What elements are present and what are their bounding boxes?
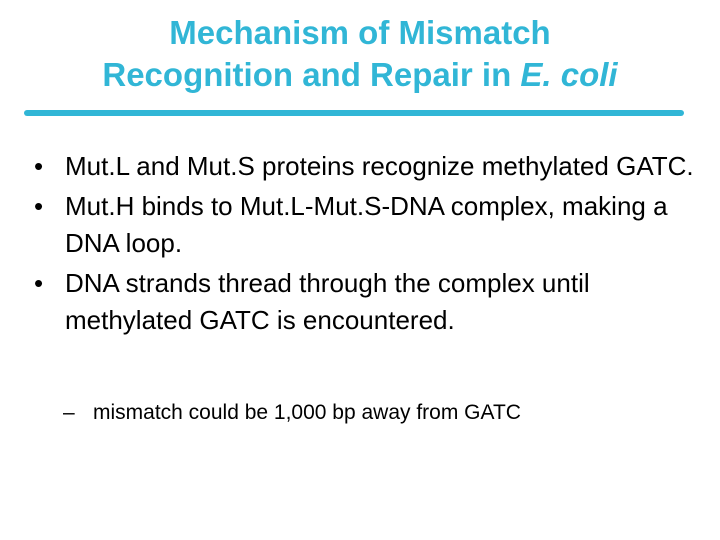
bullet-text: Mut.L and Mut.S proteins recognize methylated GATC. [65,151,694,181]
title-organism: E. coli [520,56,618,93]
title-line-1: Mechanism of Mismatch [169,14,551,51]
bullet-list [34,148,694,342]
sub-bullet-text: mismatch could be 1,000 bp away from GATC [93,401,521,424]
sub-bullet-marker: – [63,401,75,424]
title-divider [24,110,684,116]
title-line-2 [40,54,680,96]
bullet-item [34,265,694,339]
bullet-text: DNA strands thread through the complex until methylated GATC is encountered. [65,268,590,335]
title-line-2-text: Recognition and Repair in [102,56,521,93]
bullet-text: Mut.H binds to Mut.L-Mut.S-DNA complex, making a DNA loop. [65,191,668,258]
bullet-marker: • [34,191,44,221]
bullet-item [34,188,694,262]
bullet-marker: • [34,151,44,181]
slide-title [40,12,680,96]
bullet-marker: • [34,268,44,298]
bullet-item [34,148,694,185]
sub-bullet [63,398,683,428]
